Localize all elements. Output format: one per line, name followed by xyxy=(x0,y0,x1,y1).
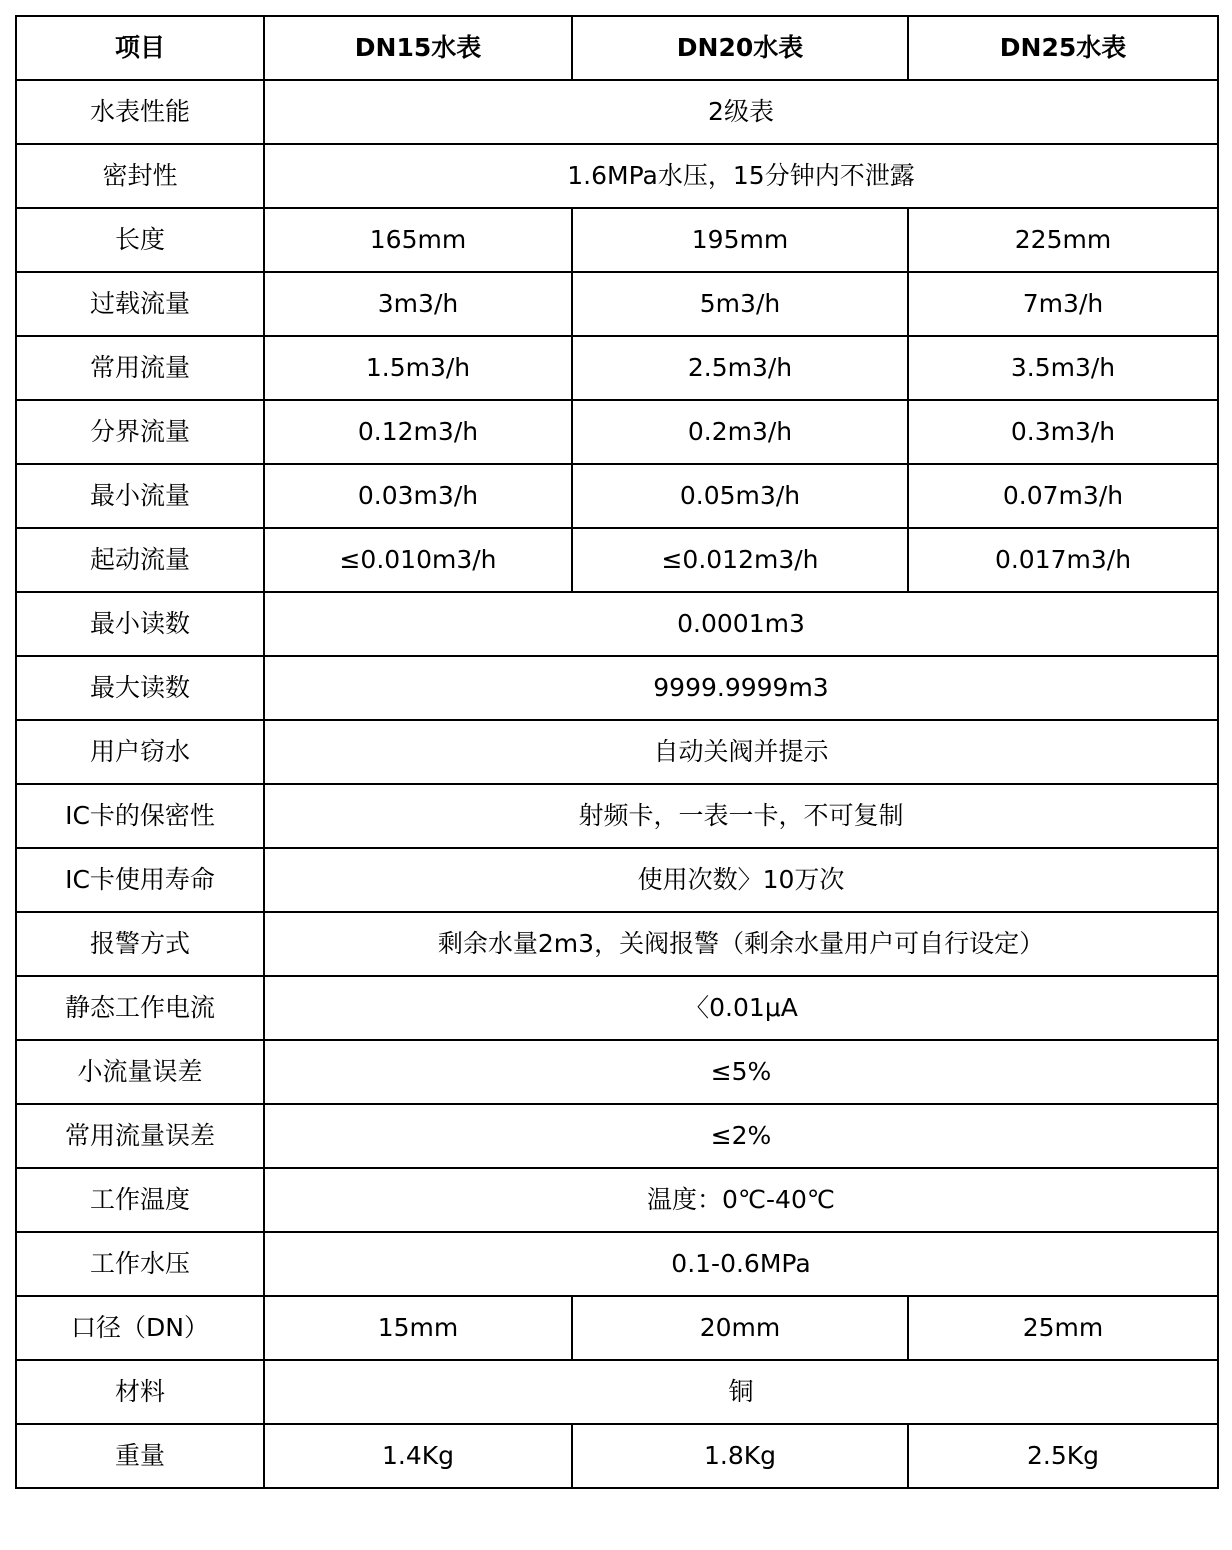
table-row xyxy=(16,144,1218,208)
header-dn25: DN25水表 xyxy=(908,16,1218,80)
row-value-dn25: 0.3m3/h xyxy=(908,400,1218,464)
row-label: 分界流量 xyxy=(16,400,264,464)
row-label: 长度 xyxy=(16,208,264,272)
table-row xyxy=(16,848,1218,912)
row-label: 口径（DN） xyxy=(16,1296,264,1360)
row-value: ≤2% xyxy=(264,1104,1218,1168)
table-row xyxy=(16,80,1218,144)
row-label: 用户窃水 xyxy=(16,720,264,784)
row-label: 最小流量 xyxy=(16,464,264,528)
table-row xyxy=(16,912,1218,976)
row-label: 常用流量 xyxy=(16,336,264,400)
row-value: 2级表 xyxy=(264,80,1218,144)
table-row xyxy=(16,1040,1218,1104)
row-value-dn15: 165mm xyxy=(264,208,572,272)
row-value-dn15: 0.03m3/h xyxy=(264,464,572,528)
table-row xyxy=(16,400,1218,464)
table-header-row xyxy=(16,16,1218,80)
table-row xyxy=(16,976,1218,1040)
table-row xyxy=(16,272,1218,336)
row-label: 最小读数 xyxy=(16,592,264,656)
row-value: ≤5% xyxy=(264,1040,1218,1104)
table-row xyxy=(16,784,1218,848)
row-value-dn20: 2.5m3/h xyxy=(572,336,908,400)
row-value-dn15: 1.4Kg xyxy=(264,1424,572,1488)
row-value-dn15: ≤0.010m3/h xyxy=(264,528,572,592)
row-label: 过载流量 xyxy=(16,272,264,336)
row-label: 小流量误差 xyxy=(16,1040,264,1104)
row-value: 9999.9999m3 xyxy=(264,656,1218,720)
water-meter-spec-table xyxy=(15,15,1219,1489)
table-row xyxy=(16,1296,1218,1360)
header-item: 项目 xyxy=(16,16,264,80)
row-value-dn25: 225mm xyxy=(908,208,1218,272)
header-dn15: DN15水表 xyxy=(264,16,572,80)
table-row xyxy=(16,592,1218,656)
row-label: 起动流量 xyxy=(16,528,264,592)
table-row xyxy=(16,528,1218,592)
row-value: 〈0.01μA xyxy=(264,976,1218,1040)
row-value: 自动关阀并提示 xyxy=(264,720,1218,784)
row-value-dn20: 5m3/h xyxy=(572,272,908,336)
row-value-dn15: 15mm xyxy=(264,1296,572,1360)
row-value-dn25: 7m3/h xyxy=(908,272,1218,336)
row-value-dn15: 0.12m3/h xyxy=(264,400,572,464)
row-label: 材料 xyxy=(16,1360,264,1424)
row-value-dn20: 1.8Kg xyxy=(572,1424,908,1488)
header-dn20: DN20水表 xyxy=(572,16,908,80)
table-row xyxy=(16,1232,1218,1296)
row-value: 0.0001m3 xyxy=(264,592,1218,656)
table-row xyxy=(16,1360,1218,1424)
row-value: 0.1-0.6MPa xyxy=(264,1232,1218,1296)
row-value: 剩余水量2m3，关阀报警（剩余水量用户可自行设定） xyxy=(264,912,1218,976)
row-value-dn25: 0.017m3/h xyxy=(908,528,1218,592)
row-label: IC卡使用寿命 xyxy=(16,848,264,912)
row-label: 报警方式 xyxy=(16,912,264,976)
table-row xyxy=(16,656,1218,720)
row-value-dn20: 20mm xyxy=(572,1296,908,1360)
row-label: 工作水压 xyxy=(16,1232,264,1296)
row-label: 重量 xyxy=(16,1424,264,1488)
table-row xyxy=(16,336,1218,400)
row-label: 最大读数 xyxy=(16,656,264,720)
row-value-dn25: 25mm xyxy=(908,1296,1218,1360)
row-value-dn25: 2.5Kg xyxy=(908,1424,1218,1488)
row-value-dn20: 0.2m3/h xyxy=(572,400,908,464)
row-value-dn15: 1.5m3/h xyxy=(264,336,572,400)
row-value: 铜 xyxy=(264,1360,1218,1424)
table-row xyxy=(16,1168,1218,1232)
table-row xyxy=(16,1104,1218,1168)
row-label: 静态工作电流 xyxy=(16,976,264,1040)
row-label: 工作温度 xyxy=(16,1168,264,1232)
row-label: 密封性 xyxy=(16,144,264,208)
table-row xyxy=(16,720,1218,784)
row-value: 使用次数〉10万次 xyxy=(264,848,1218,912)
row-label: IC卡的保密性 xyxy=(16,784,264,848)
row-value-dn15: 3m3/h xyxy=(264,272,572,336)
row-value-dn25: 0.07m3/h xyxy=(908,464,1218,528)
table-row xyxy=(16,464,1218,528)
row-value-dn20: 195mm xyxy=(572,208,908,272)
row-value: 温度：0℃-40℃ xyxy=(264,1168,1218,1232)
row-value-dn20: 0.05m3/h xyxy=(572,464,908,528)
row-value-dn20: ≤0.012m3/h xyxy=(572,528,908,592)
row-label: 水表性能 xyxy=(16,80,264,144)
row-label: 常用流量误差 xyxy=(16,1104,264,1168)
row-value: 射频卡，一表一卡，不可复制 xyxy=(264,784,1218,848)
table-row xyxy=(16,208,1218,272)
row-value-dn25: 3.5m3/h xyxy=(908,336,1218,400)
row-value: 1.6MPa水压，15分钟内不泄露 xyxy=(264,144,1218,208)
table-row xyxy=(16,1424,1218,1488)
